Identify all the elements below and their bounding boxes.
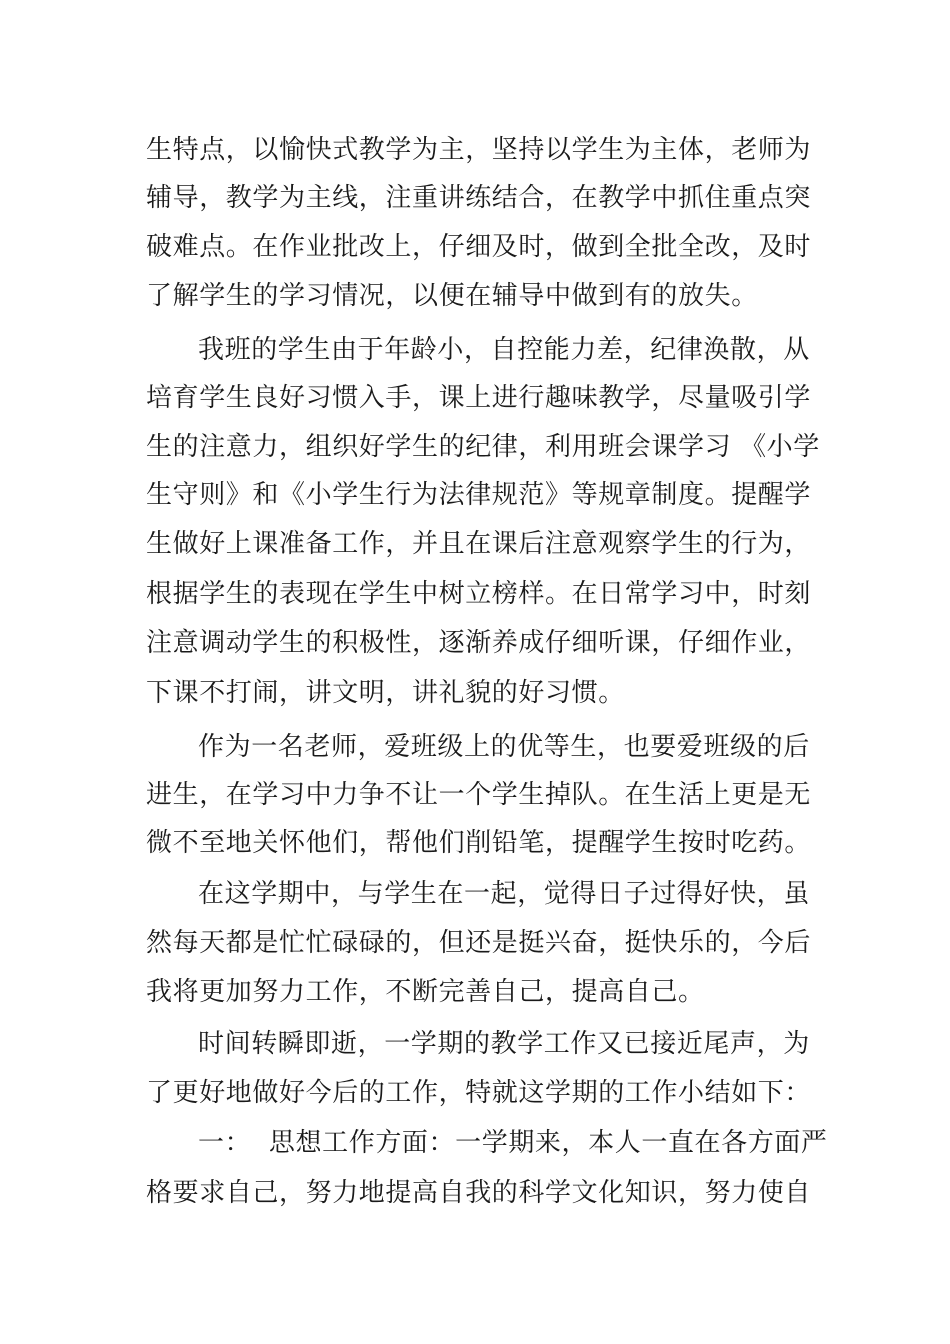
- text-line: 生做好上课准备工作，并且在课后注意观察学生的行为，: [146, 529, 812, 559]
- text-line: 格要求自己，努力地提高自我的科学文化知识，努力使自: [146, 1178, 812, 1208]
- paragraph-first-line: 一： 思想工作方面：一学期来，本人一直在各方面严: [198, 1128, 828, 1158]
- text-line: 我将更加努力工作，不断完善自己，提高自己。: [146, 977, 705, 1007]
- text-line: 了更好地做好今后的工作，特就这学期的工作小结如下：: [146, 1078, 812, 1108]
- text-line: 然每天都是忙忙碌碌的，但还是挺兴奋，挺快乐的，今后: [146, 928, 812, 958]
- paragraph-first-line: 我班的学生由于年龄小，自控能力差，纪律涣散，从: [198, 335, 810, 365]
- text-line: 生的注意力，组织好学生的纪律，利用班会课学习 《小学: [146, 432, 820, 462]
- text-line: 下课不打闹，讲文明，讲礼貌的好习惯。: [146, 678, 625, 708]
- text-line: 破难点。在作业批改上，仔细及时，做到全批全改，及时: [146, 232, 812, 262]
- paragraph-first-line: 在这学期中，与学生在一起，觉得日子过得好快，虽: [198, 879, 810, 909]
- text-line: 生特点，以愉快式教学为主，坚持以学生为主体，老师为: [146, 135, 812, 165]
- paragraph-first-line: 时间转瞬即逝，一学期的教学工作又已接近尾声，为: [198, 1029, 810, 1059]
- text-line: 了解学生的学习情况，以便在辅导中做到有的放失。: [146, 281, 758, 311]
- text-line: 微不至地关怀他们，帮他们削铅笔，提醒学生按时吃药。: [146, 828, 812, 858]
- text-line: 注意调动学生的积极性，逐渐养成仔细听课，仔细作业，: [146, 628, 812, 658]
- text-line: 根据学生的表现在学生中树立榜样。在日常学习中，时刻: [146, 579, 812, 609]
- text-line: 辅导，教学为主线，注重讲练结合，在教学中抓住重点突: [146, 183, 812, 213]
- text-line: 进生，在学习中力争不让一个学生掉队。在生活上更是无: [146, 780, 812, 810]
- text-line: 培育学生良好习惯入手，课上进行趣味教学，尽量吸引学: [146, 383, 812, 413]
- paragraph-first-line: 作为一名老师，爱班级上的优等生，也要爱班级的后: [198, 732, 810, 762]
- text-line: 生守则》和《小学生行为法律规范》等规章制度。提醒学: [146, 480, 812, 510]
